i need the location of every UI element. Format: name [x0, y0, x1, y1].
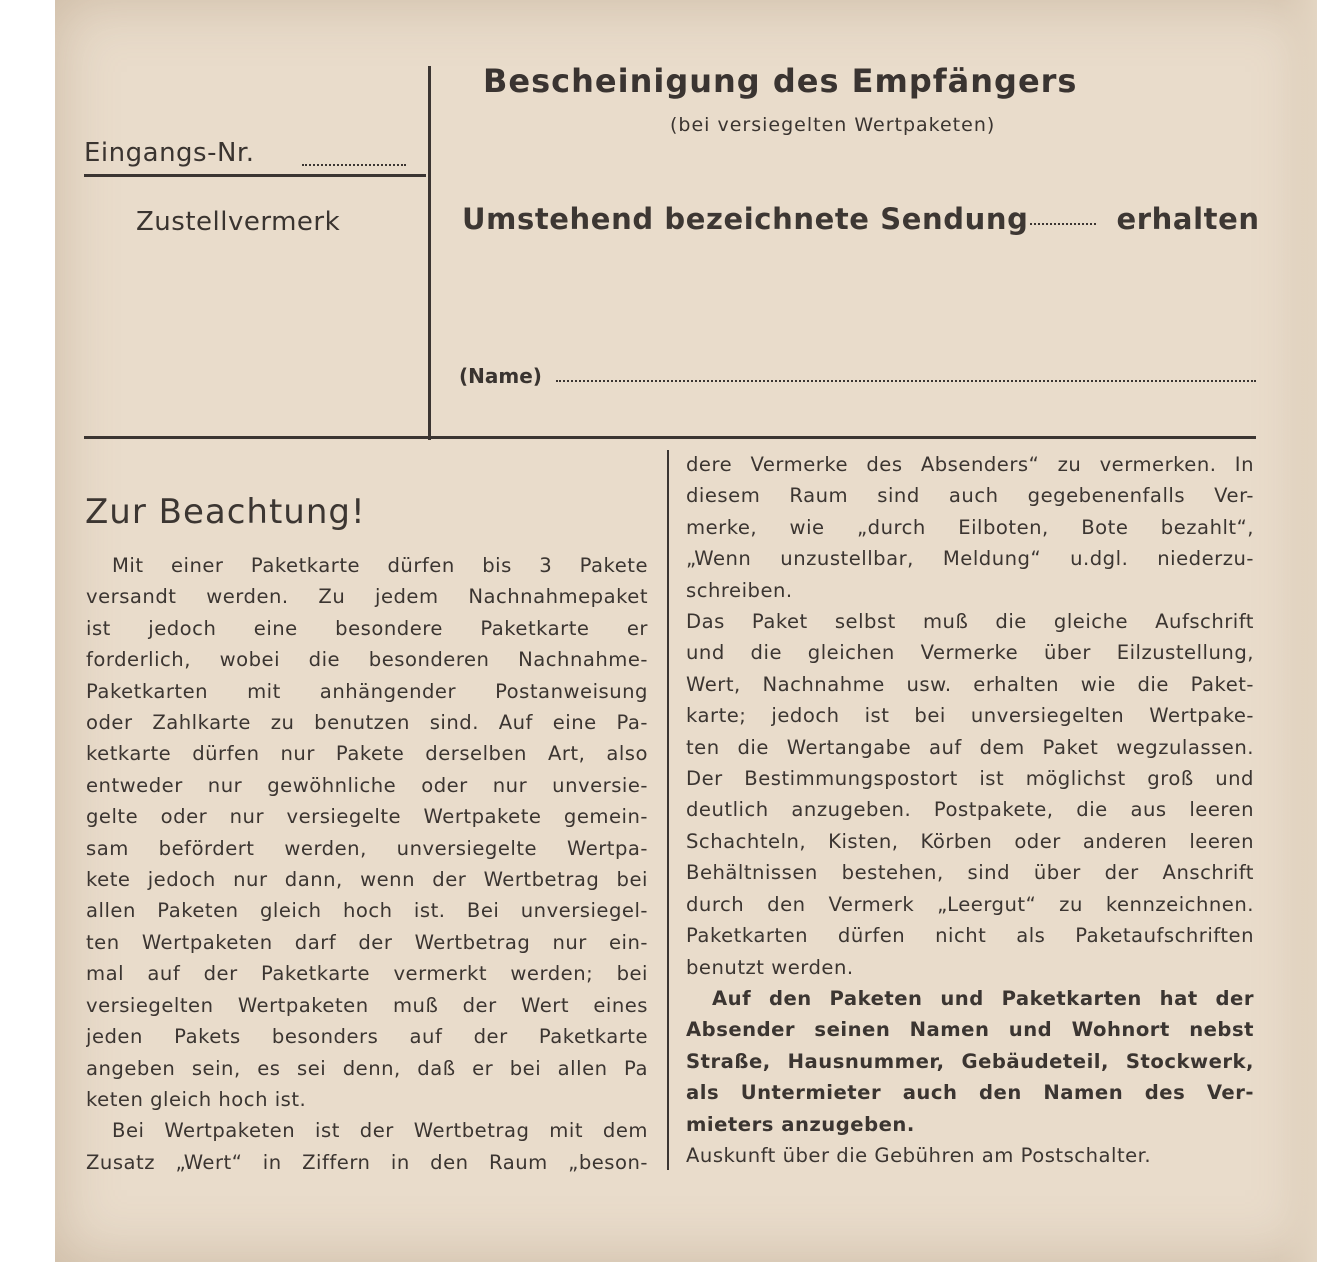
note-line: keten gleich hoch ist.	[86, 1087, 307, 1111]
receipt-line-end: erhalten	[1116, 202, 1260, 236]
note-line: Paketkarten mit anhängender Postanweisung	[86, 679, 648, 703]
note-line: ten Wertpaketen darf der Wertbetrag nur ein-	[86, 930, 648, 954]
note-line: angeben sein, es sei denn, daß er bei allen Pa	[86, 1056, 648, 1080]
receipt-line	[462, 202, 1260, 236]
zustell-label: Zustellvermerk	[136, 207, 341, 237]
note-line: dere Vermerke des Absenders“ zu vermerken. In	[686, 453, 1254, 476]
certificate-title: Bescheinigung des Empfängers	[483, 62, 1078, 100]
note-line: versandt werden. Zu jedem Nachnahmepaket	[86, 585, 648, 609]
note-line: Auf den Paketen und Paketkarten hat der	[712, 986, 1254, 1010]
note-line: versiegelten Wertpaketen muß der Wert eines	[86, 993, 648, 1017]
note-line: ketkarte dürfen nur Pakete derselben Art, also	[86, 742, 648, 766]
receipt-line-start: Umstehend bezeichnete Sendung	[462, 202, 1029, 236]
note-line: „Wenn unzustellbar, Meldung“ u.dgl. niederzu-	[686, 547, 1254, 571]
note-line: als Untermieter auch den Namen des Ver-	[686, 1081, 1254, 1105]
note-line: ten die Wertangabe auf dem Paket wegzulassen.	[686, 735, 1254, 759]
note-line: Das Paket selbst muß die gleiche Aufschrift	[686, 610, 1254, 634]
paper-edge	[1277, 0, 1317, 1262]
note-line: oder Zahlkarte zu benutzen sind. Auf eine Pa-	[86, 711, 648, 735]
note-line: Wert, Nachnahme usw. erhalten wie die Paket-	[686, 672, 1254, 696]
eingang-label: Eingangs-Nr.	[84, 138, 255, 168]
section-separator	[84, 436, 1256, 439]
note-line: Zusatz „Wert“ in Ziffern in den Raum „beson-	[86, 1150, 648, 1174]
note-line: karte; jedoch ist bei unversiegelten Wertpake-	[686, 704, 1254, 728]
note-line: Schachteln, Kisten, Körben oder anderen leeren	[686, 829, 1254, 853]
note-line: Der Bestimmungspostort ist möglichst groß und	[686, 767, 1254, 791]
note-line: gelte oder nur versiegelte Wertpakete gemein-	[86, 805, 648, 829]
note-line: schreiben.	[686, 578, 793, 602]
eingang-underline	[84, 174, 426, 177]
note-line: deutlich anzugeben. Postpakete, die aus leeren	[686, 798, 1254, 822]
certificate-subtitle: (bei versiegelten Wertpaketen)	[670, 114, 996, 136]
note-line: benutzt werden.	[686, 955, 854, 979]
name-signature-line[interactable]	[556, 380, 1256, 382]
note-line: durch den Vermerk „Leergut“ zu kennzeichnen.	[686, 892, 1254, 916]
name-label: (Name)	[459, 364, 542, 388]
note-line: mal auf der Paketkarte vermerkt werden; bei	[86, 962, 648, 986]
header-vertical-divider	[428, 66, 431, 440]
notes-left-column	[86, 550, 648, 1178]
note-line: Behältnissen bestehen, sind über der Anschrift	[686, 861, 1254, 885]
note-line: entweder nur gewöhnliche oder nur unversie-	[86, 773, 648, 797]
note-line: merke, wie „durch Eilboten, Bote bezahlt“,	[686, 515, 1254, 539]
note-line: sam befördert werden, unversiegelte Wertpa-	[86, 836, 648, 860]
note-line: Absender seinen Namen und Wohnort nebst	[686, 1018, 1254, 1042]
note-line: jeden Pakets besonders auf der Paketkarte	[86, 1025, 648, 1049]
eingang-number-line[interactable]	[302, 164, 406, 166]
note-line: Bei Wertpaketen ist der Wertbetrag mit dem	[112, 1119, 648, 1143]
receipt-dots[interactable]	[1030, 223, 1096, 225]
note-line: kete jedoch nur dann, wenn der Wertbetrag bei	[86, 868, 648, 892]
note-line: diesem Raum sind auch gegebenenfalls Ver-	[686, 484, 1254, 508]
notes-heading: Zur Beachtung!	[85, 492, 366, 532]
note-line: Mit einer Paketkarte dürfen bis 3 Pakete	[112, 554, 648, 577]
note-line: Auskunft über die Gebühren am Postschalter.	[686, 1143, 1152, 1167]
note-line: forderlich, wobei die besonderen Nachnahme-	[86, 648, 648, 672]
notes-right-column	[686, 449, 1254, 1171]
note-line: und die gleichen Vermerke über Eilzustellung,	[686, 641, 1254, 665]
column-divider	[667, 450, 669, 1170]
note-line: allen Paketen gleich hoch ist. Bei unversiegel-	[86, 899, 648, 923]
note-line: mieters anzugeben.	[686, 1112, 915, 1136]
note-line: ist jedoch eine besondere Paketkarte er	[86, 616, 648, 640]
note-line: Paketkarten dürfen nicht als Paketaufschriften	[686, 924, 1254, 948]
note-line: Straße, Hausnummer, Gebäudeteil, Stockwerk,	[686, 1049, 1254, 1073]
